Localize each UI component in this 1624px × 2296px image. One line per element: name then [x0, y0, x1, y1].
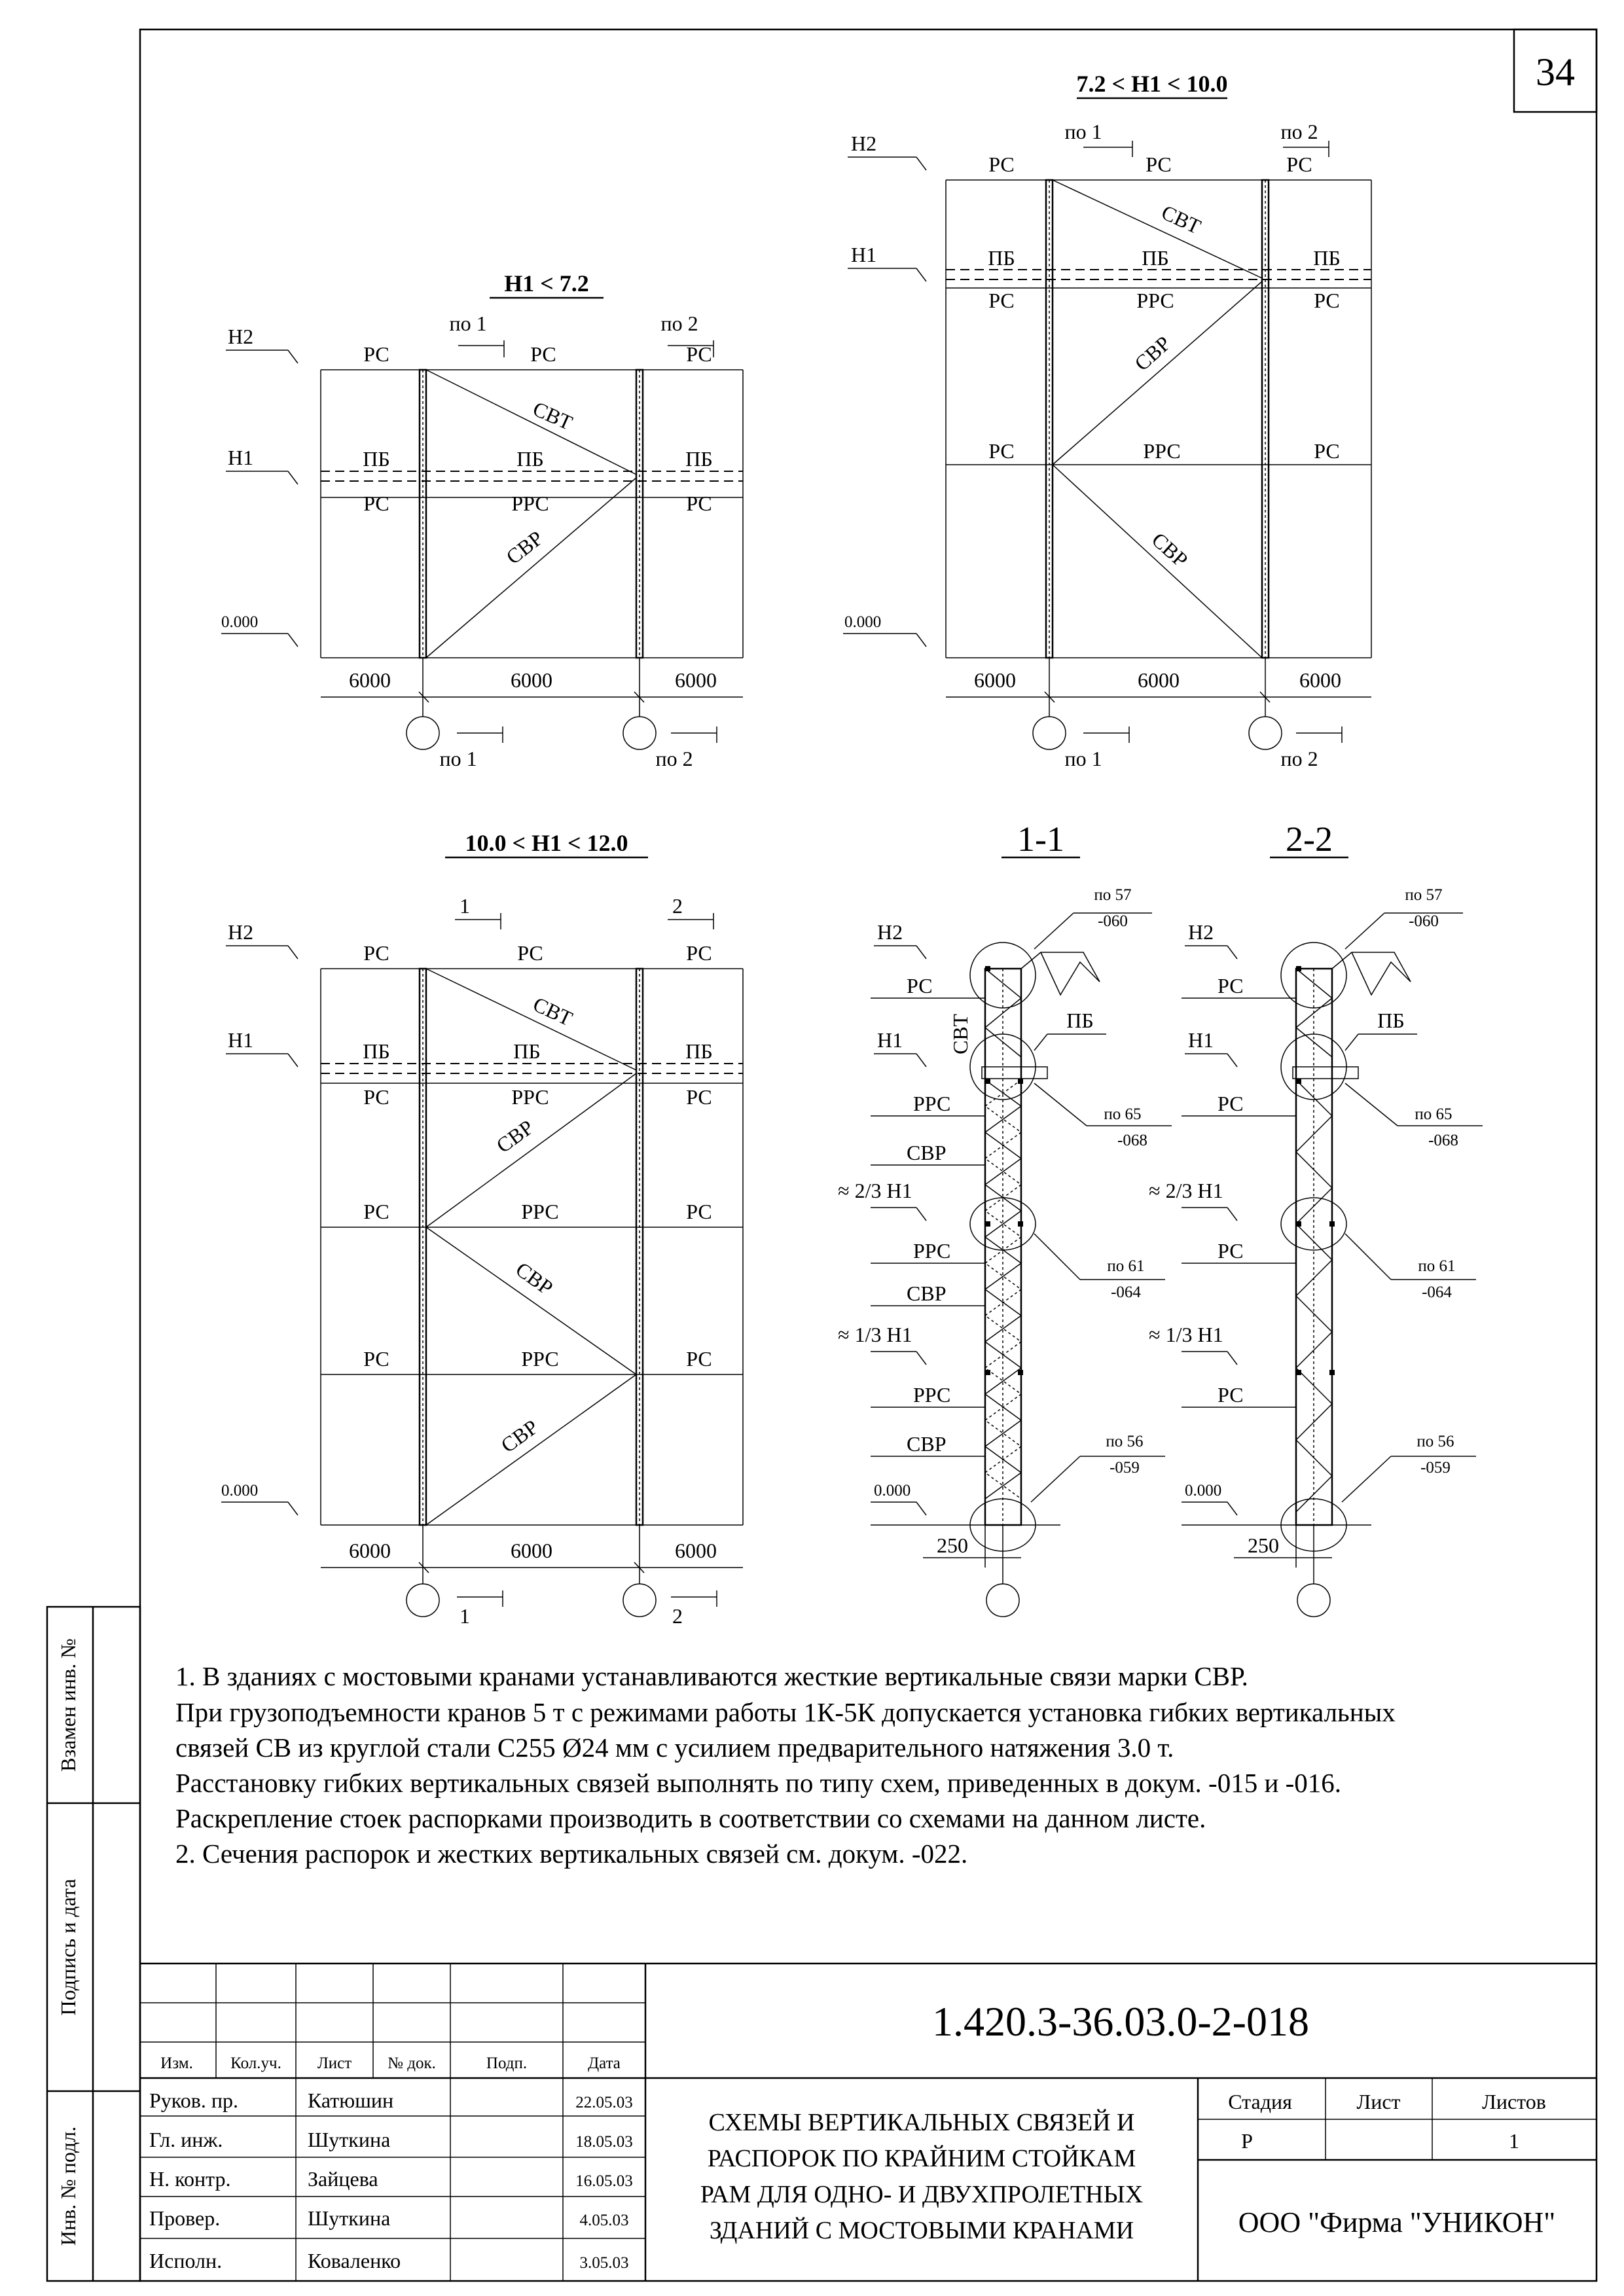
s3-rs-top-mid: РС	[517, 941, 543, 965]
scheme-10-0-h1-12-0	[221, 830, 743, 1628]
title-block	[140, 1964, 1597, 2281]
doc-code: 1.420.3-36.03.0-2-018	[932, 1998, 1309, 2045]
s2-rrs-mid2: РРС	[1143, 439, 1181, 463]
hdr-podp: Подп.	[486, 2054, 528, 2072]
s3-h2: H2	[228, 920, 254, 944]
title-line-2: РАСПОРОК ПО КРАЙНИМ СТОЙКАМ	[707, 2145, 1136, 2172]
section-1-1	[838, 819, 1172, 1617]
sec2-one-third: ≈ 1/3 H1	[1149, 1323, 1223, 1346]
s2-rs-top-mid: РС	[1146, 152, 1172, 176]
s3-dim-right: 6000	[675, 1539, 717, 1562]
sec2-rs-4: РС	[1218, 1383, 1244, 1407]
sec1-ref57: по 57	[1094, 886, 1132, 904]
sec1-svr-2: СВР	[907, 1282, 947, 1305]
sec2-zero: 0.000	[1185, 1482, 1222, 1499]
sec1-h1: H1	[877, 1028, 903, 1052]
scheme-7-2-h1-10-0	[843, 71, 1371, 770]
s1-rs-top-left: РС	[363, 342, 389, 366]
sec1-ref56b: -059	[1110, 1459, 1140, 1477]
s2-h1: H1	[851, 243, 877, 266]
note-line-4: Расстановку гибких вертикальных связей выполнять по типу схем, приведенных в докум. -015 и -016.	[175, 1768, 1342, 1798]
side-stamp	[47, 1607, 140, 2281]
sec1-ref65b: -068	[1117, 1132, 1147, 1149]
s3-svr-1: СВР	[492, 1115, 538, 1158]
sec1-zero: 0.000	[874, 1482, 911, 1499]
sec1-rs: РС	[907, 974, 933, 997]
scheme3-title: 10.0 < H1 < 12.0	[465, 830, 628, 856]
sec2-ref61b: -064	[1422, 1283, 1452, 1301]
s3-rs-left-3: РС	[363, 1347, 389, 1371]
s3-dim-left: 6000	[349, 1539, 391, 1562]
sec2-ref57: по 57	[1405, 886, 1443, 904]
sec2-two-thirds: ≈ 2/3 H1	[1149, 1179, 1223, 1202]
role-4: Исполн.	[149, 2249, 223, 2272]
notes	[175, 1661, 1396, 1869]
role-0: Руков. пр.	[149, 2089, 238, 2112]
sec2-ref56: по 56	[1416, 1433, 1454, 1450]
s1-rrs-mid: РРС	[511, 492, 549, 515]
s3-dim-mid: 6000	[511, 1539, 552, 1562]
note-line-3: связей СВ из круглой стали С255 Ø24 мм с усилием предварительного натяжения 3.0 т.	[175, 1732, 1174, 1763]
sec2-ref57b: -060	[1409, 912, 1439, 930]
s3-svt: СВТ	[530, 992, 577, 1031]
s1-po2-top: по 2	[660, 312, 698, 335]
hdr-doc: № док.	[388, 2054, 436, 2072]
role-2: Н. контр.	[149, 2167, 231, 2191]
name-4: Коваленко	[308, 2249, 401, 2272]
sec1-two-thirds: ≈ 2/3 H1	[838, 1179, 912, 1202]
sec2-ref56b: -059	[1420, 1459, 1451, 1477]
sheets-label: Листов	[1482, 2090, 1546, 2113]
s2-dim-left: 6000	[974, 668, 1016, 692]
s1-dim-mid: 6000	[511, 668, 552, 692]
scheme2-title: 7.2 < H1 < 10.0	[1076, 71, 1228, 97]
s2-dim-right: 6000	[1299, 668, 1341, 692]
sheet-number: 34	[1536, 50, 1575, 94]
s2-pb-mid: ПБ	[1142, 246, 1169, 270]
stage-label: Стадия	[1228, 2090, 1292, 2113]
s1-rs-left: РС	[363, 492, 389, 515]
date-1: 18.05.03	[575, 2133, 633, 2151]
s2-po1-top: по 1	[1064, 120, 1102, 143]
s3-rs-top-right: РС	[686, 941, 712, 965]
section-2-2	[1149, 819, 1483, 1617]
sec1-ref61b: -064	[1111, 1283, 1141, 1301]
s1-rs-top-right: РС	[686, 342, 712, 366]
s3-zero: 0.000	[221, 1482, 259, 1499]
s2-pb-right: ПБ	[1313, 246, 1341, 270]
stamp-inv: Инв. № подл.	[56, 2126, 80, 2246]
s1-po1-bottom: по 1	[439, 747, 477, 770]
sec1-svr-1: СВР	[907, 1141, 947, 1164]
sec1-ref57b: -060	[1098, 912, 1128, 930]
s2-svr-bottom: СВР	[1147, 528, 1193, 572]
sec1-dim-250: 250	[937, 1534, 968, 1557]
s1-h2: H2	[228, 325, 254, 348]
sec1-rrs-1: РРС	[913, 1092, 951, 1115]
sec2-rs-2: РС	[1218, 1092, 1244, 1115]
sec1-ref61: по 61	[1107, 1257, 1145, 1275]
s2-rs-mid-left: РС	[988, 439, 1015, 463]
s3-svr-3: СВР	[496, 1414, 543, 1458]
s2-rs-left: РС	[988, 289, 1015, 312]
date-2: 16.05.03	[575, 2172, 633, 2190]
stamp-podpis: Подпись и дата	[56, 1878, 80, 2016]
s2-po2-top: по 2	[1280, 120, 1318, 143]
name-0: Катюшин	[308, 2089, 394, 2112]
hdr-kol: Кол.уч.	[230, 2054, 281, 2072]
sec2-h2: H2	[1188, 920, 1214, 944]
s1-pb-left: ПБ	[363, 447, 390, 471]
s1-h1: H1	[228, 446, 254, 469]
sheet-frame	[140, 29, 1597, 2281]
sheet-label: Лист	[1356, 2090, 1401, 2113]
s1-dim-right: 6000	[675, 668, 717, 692]
note-line-5: Раскрепление стоек распорками производить в соответствии со схемами на данном листе.	[175, 1803, 1206, 1833]
sec2-pb: ПБ	[1377, 1009, 1405, 1032]
organization: ООО "Фирма "УНИКОН"	[1238, 2206, 1556, 2238]
sec1-ref65: по 65	[1104, 1105, 1142, 1123]
s3-pb-right: ПБ	[685, 1039, 713, 1063]
s3-rrs-2: РРС	[521, 1200, 559, 1223]
s2-rrs-mid: РРС	[1136, 289, 1174, 312]
s3-rrs-1: РРС	[511, 1085, 549, 1109]
s2-svt: СВТ	[1158, 200, 1205, 239]
sec1-svt: СВТ	[948, 1014, 972, 1054]
scheme-h1-lt-7-2	[221, 270, 743, 770]
sec1-pb: ПБ	[1066, 1009, 1094, 1032]
title-line-1: СХЕМЫ ВЕРТИКАЛЬНЫХ СВЯЗЕЙ И	[708, 2109, 1135, 2136]
title-line-3: РАМ ДЛЯ ОДНО- И ДВУХПРОЛЕТНЫХ	[700, 2181, 1144, 2208]
note-line-6: 2. Сечения распорок и жестких вертикальных связей см. докум. -022.	[175, 1839, 968, 1869]
s3-rs-right: РС	[686, 1085, 712, 1109]
s2-svr-top: СВР	[1130, 331, 1176, 376]
s3-rs-top-left: РС	[363, 941, 389, 965]
s1-po1-top: по 1	[449, 312, 487, 335]
sec1-svr-3: СВР	[907, 1432, 947, 1456]
name-1: Шуткина	[308, 2128, 391, 2151]
s1-zero: 0.000	[221, 613, 259, 631]
sec1-one-third: ≈ 1/3 H1	[838, 1323, 912, 1346]
s3-rs-left: РС	[363, 1085, 389, 1109]
s3-pb-mid: ПБ	[513, 1039, 541, 1063]
hdr-izm: Изм.	[160, 2054, 193, 2072]
s2-rs-mid-right: РС	[1314, 439, 1340, 463]
stage-value: Р	[1241, 2129, 1253, 2153]
sec2-rs-1: РС	[1218, 974, 1244, 997]
sec2-h1: H1	[1188, 1028, 1214, 1052]
s3-rrs-3: РРС	[521, 1347, 559, 1371]
sec1-rrs-2: РРС	[913, 1239, 951, 1263]
sec2-ref65b: -068	[1428, 1132, 1458, 1149]
sec2-dim-250: 250	[1248, 1534, 1279, 1557]
sec1-h2: H2	[877, 920, 903, 944]
sec2-ref61: по 61	[1418, 1257, 1456, 1275]
name-2: Зайцева	[308, 2167, 378, 2191]
s2-rs-top-left: РС	[988, 152, 1015, 176]
sec2-ref65: по 65	[1415, 1105, 1453, 1123]
sheets-value: 1	[1509, 2129, 1519, 2153]
s3-h1: H1	[228, 1028, 254, 1052]
stamp-vzamen: Взамен инв. №	[56, 1638, 80, 1772]
hdr-list: Лист	[317, 2054, 352, 2072]
s2-dim-mid: 6000	[1138, 668, 1180, 692]
sec1-rrs-3: РРС	[913, 1383, 951, 1407]
s3-svr-2: СВР	[511, 1257, 558, 1300]
s2-pb-left: ПБ	[988, 246, 1015, 270]
s2-zero: 0.000	[844, 613, 882, 631]
s2-po2-bottom: по 2	[1280, 747, 1318, 770]
section2-title: 2-2	[1286, 819, 1333, 859]
date-4: 3.05.03	[579, 2254, 629, 2272]
note-line-2: При грузоподъемности кранов 5 т с режимами работы 1К-5К допускается установка гибких вертикальных	[175, 1697, 1396, 1727]
s1-svr: СВР	[501, 526, 548, 569]
s1-rs-right: РС	[686, 492, 712, 515]
s2-rs-right: РС	[1314, 289, 1340, 312]
s3-rs-left-2: РС	[363, 1200, 389, 1223]
s3-cut2-top: 2	[672, 894, 683, 918]
s1-dim-left: 6000	[349, 668, 391, 692]
title-line-4: ЗДАНИЙ С МОСТОВЫМИ КРАНАМИ	[709, 2217, 1134, 2244]
s3-pb-left: ПБ	[363, 1039, 390, 1063]
s3-cut2-bottom: 2	[672, 1604, 683, 1628]
date-3: 4.05.03	[579, 2212, 629, 2229]
note-line-1: 1. В зданиях с мостовыми кранами устанавливаются жесткие вертикальные связи марки СВР.	[175, 1661, 1248, 1691]
s1-svt: СВТ	[529, 396, 577, 435]
sec2-rs-3: РС	[1218, 1239, 1244, 1263]
date-0: 22.05.03	[575, 2094, 633, 2111]
s1-po2-bottom: по 2	[655, 747, 693, 770]
s3-cut1-top: 1	[460, 894, 470, 918]
s1-rs-top-mid: РС	[530, 342, 556, 366]
s1-pb-mid: ПБ	[516, 447, 544, 471]
s1-pb-right: ПБ	[685, 447, 713, 471]
s2-h2: H2	[851, 132, 877, 155]
name-3: Шуткина	[308, 2206, 391, 2230]
s2-po1-bottom: по 1	[1064, 747, 1102, 770]
s2-rs-top-right: РС	[1286, 152, 1312, 176]
scheme1-title: H1 < 7.2	[504, 270, 589, 296]
sec1-ref56: по 56	[1106, 1433, 1144, 1450]
s3-rs-right-2: РС	[686, 1200, 712, 1223]
role-1: Гл. инж.	[149, 2128, 223, 2151]
section1-title: 1-1	[1017, 819, 1064, 859]
hdr-data: Дата	[588, 2054, 621, 2072]
role-3: Провер.	[149, 2206, 221, 2230]
s3-rs-right-3: РС	[686, 1347, 712, 1371]
s3-cut1-bottom: 1	[460, 1604, 470, 1628]
